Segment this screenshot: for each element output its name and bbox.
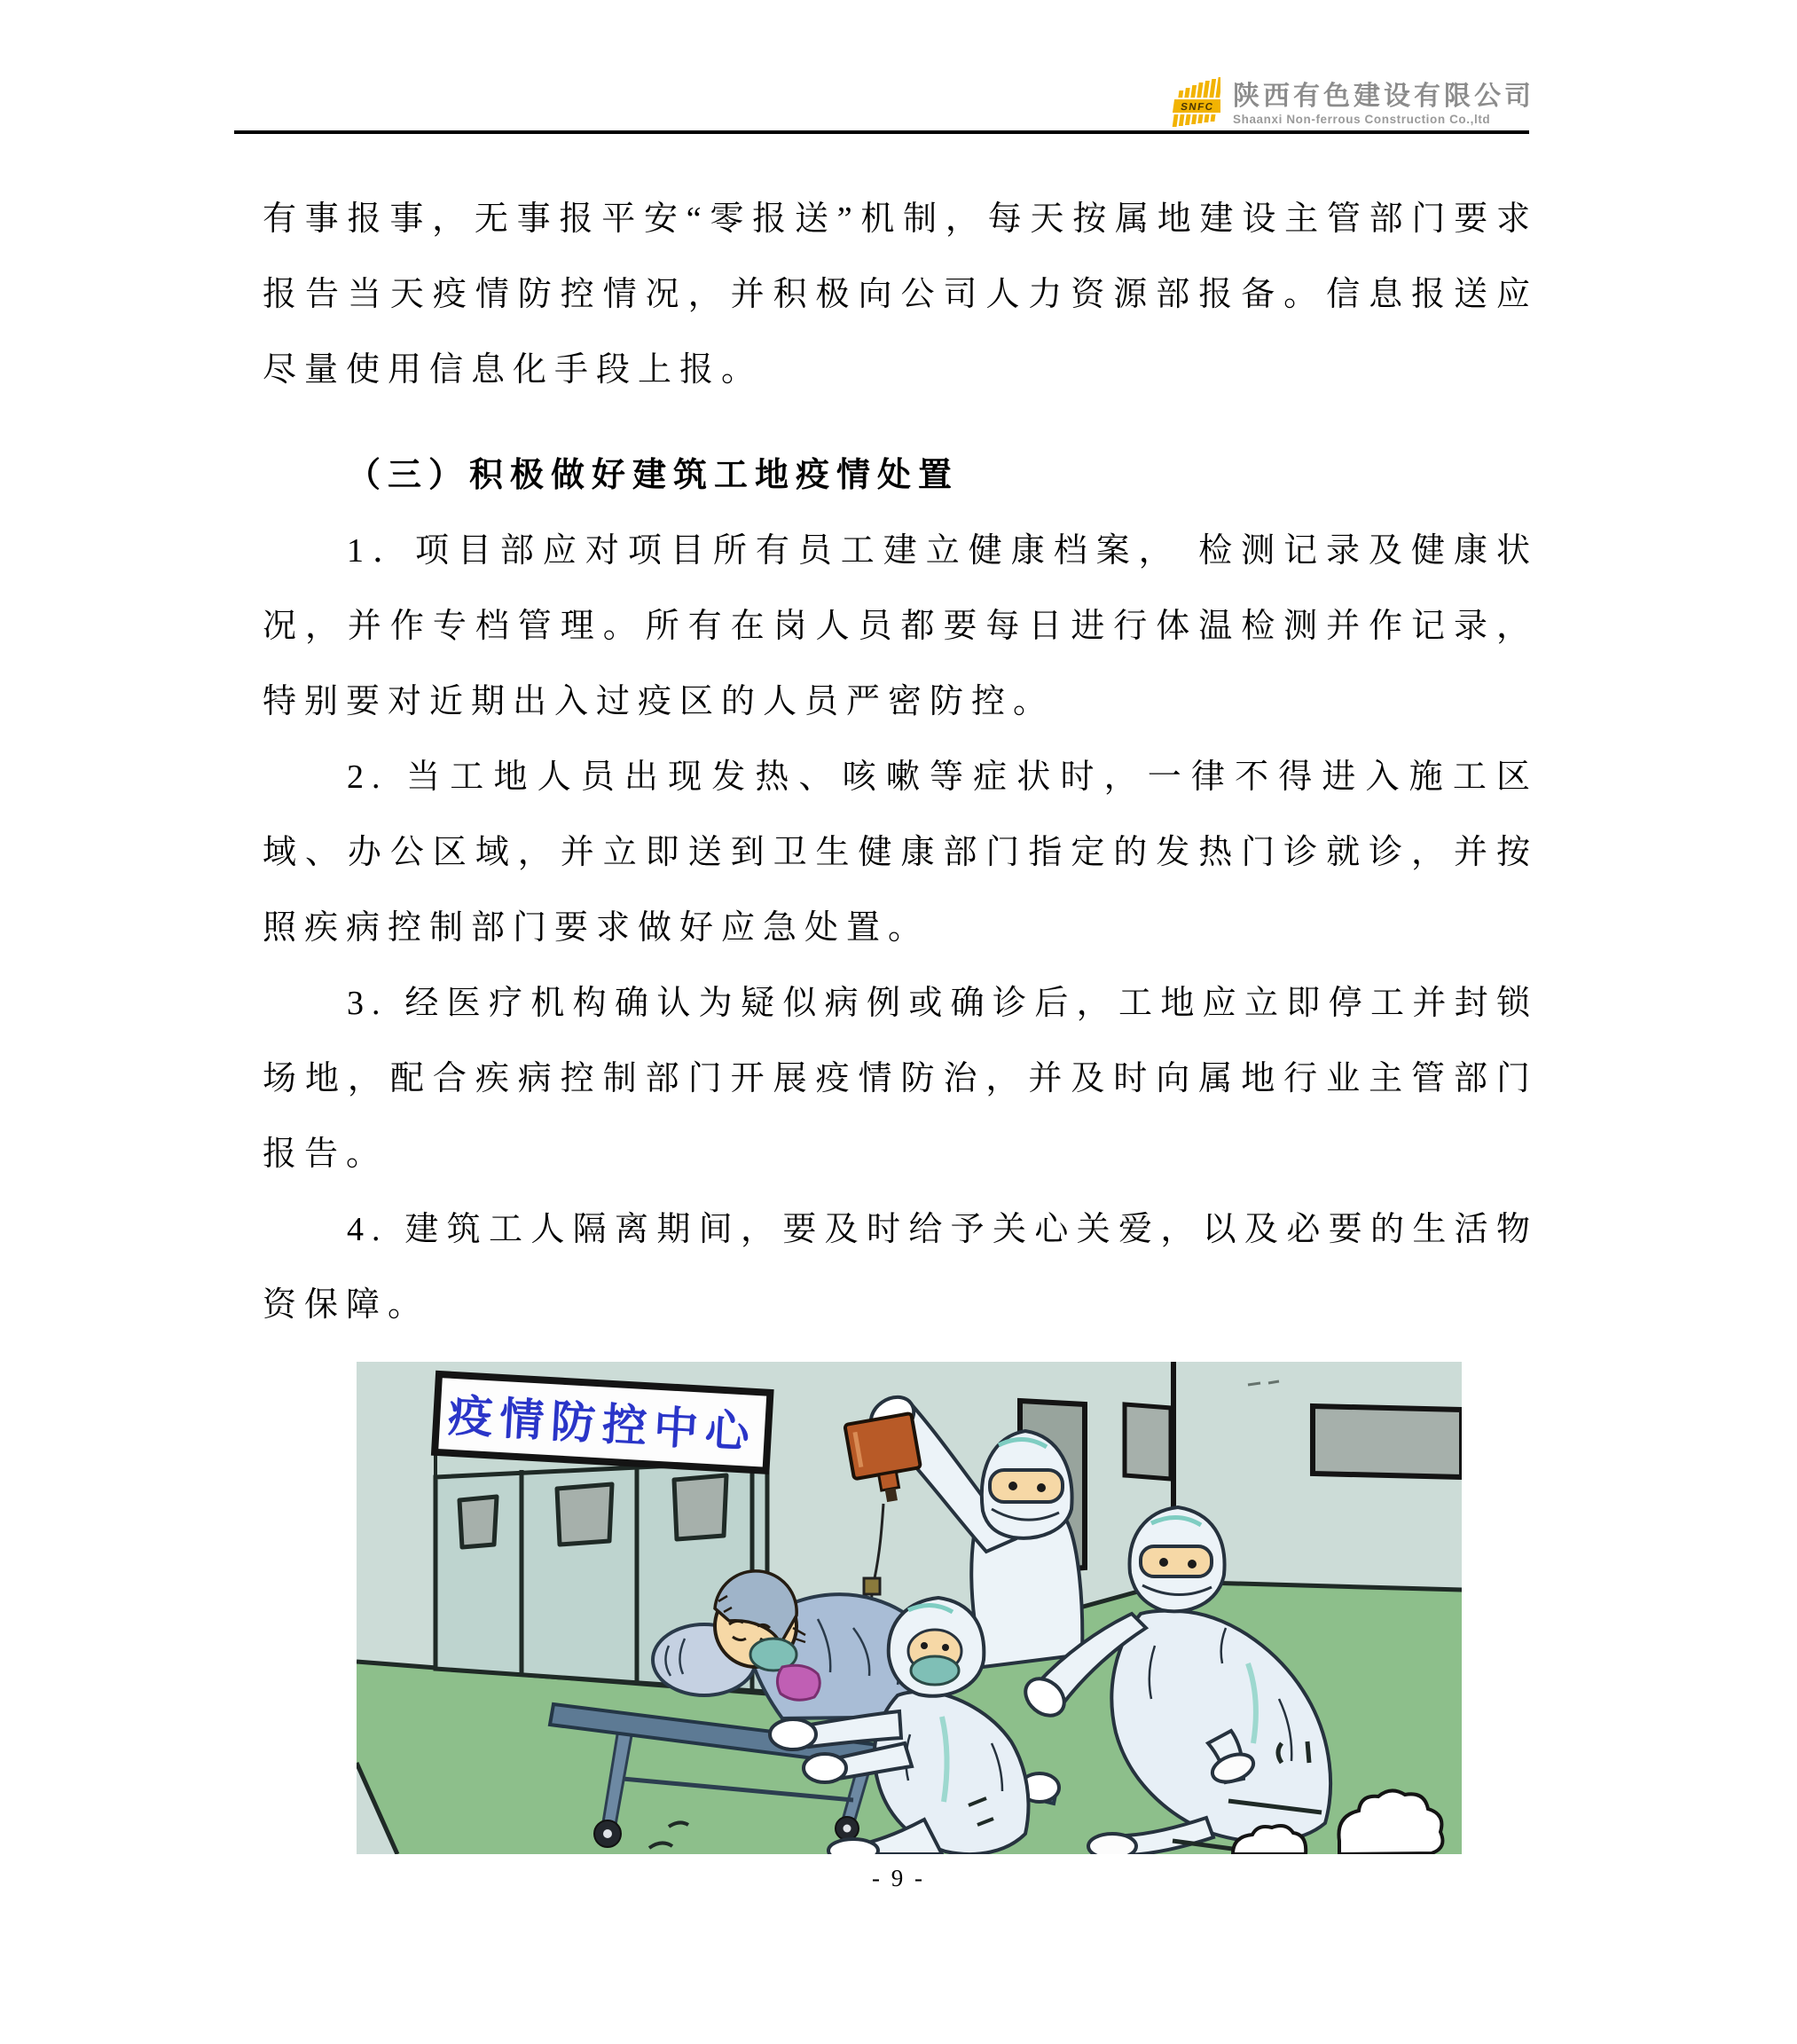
list-item-4: 4. 建筑工人隔离期间，要及时给予关心关爱，以及必要的生活物资保障。 bbox=[263, 1211, 1538, 1324]
boot bbox=[1088, 1834, 1136, 1854]
company-names bbox=[1233, 83, 1534, 126]
list-item-1: 1．项目部应对项目所有员工建立健康档案， 检测记录及健康状况，并作专档管理。所有在岗人员都要每日进行体温检测并作记录，特别要对近期出入过疫区的人员严密防控。 bbox=[263, 532, 1538, 720]
goggles bbox=[1141, 1546, 1212, 1576]
header-rule bbox=[234, 130, 1529, 134]
center-sign bbox=[435, 1374, 770, 1471]
company-name-zh: 陕西有色建设有限公司 bbox=[1233, 82, 1534, 112]
goggles bbox=[990, 1470, 1063, 1502]
door-window bbox=[459, 1497, 497, 1547]
patient-scarf bbox=[777, 1665, 820, 1700]
section-heading: （三）积极做好建筑工地疫情处置 bbox=[347, 457, 960, 494]
boot bbox=[828, 1839, 878, 1854]
sign-text: 疫情防控中心 bbox=[446, 1390, 758, 1458]
document-body bbox=[263, 182, 1538, 1343]
door-window bbox=[557, 1484, 612, 1545]
face-mask bbox=[911, 1656, 959, 1685]
door-window bbox=[674, 1475, 726, 1539]
company-name-en: Shaanxi Non-ferrous Construction Co.,ltd bbox=[1233, 112, 1491, 126]
epidemic-cartoon-illustration bbox=[357, 1362, 1462, 1854]
company-logo bbox=[1160, 75, 1534, 134]
list-item-2: 2. 当工地人员出现发热、咳嗽等症状时，一律不得进入施工区域、办公区域，并立即送到卫生健康部门指定的发热门诊就诊，并按照疾病控制部门要求做好应急处置。 bbox=[263, 759, 1538, 947]
list-item-3: 3. 经医疗机构确认为疑似病例或确诊后，工地应立即停工并封锁场地，配合疾病控制部门开展疫情防治，并及时向属地行业主管部门报告。 bbox=[263, 985, 1538, 1173]
snfc-logo-icon bbox=[1160, 75, 1220, 134]
corridor-window bbox=[1125, 1404, 1171, 1479]
logo-acronym-text: SNFC bbox=[1180, 102, 1215, 113]
paragraph-intro: 有事报事，无事报平安“零报送”机制，每天按属地建设主管部门要求报告当天疫情防控情况，并积极向公司人力资源部报备。信息报送应尽量使用信息化手段上报。 bbox=[263, 200, 1538, 389]
glove bbox=[804, 1754, 846, 1782]
glove bbox=[770, 1719, 816, 1749]
page-number: - 9 - bbox=[872, 1865, 925, 1891]
right-wall-window bbox=[1313, 1406, 1462, 1477]
